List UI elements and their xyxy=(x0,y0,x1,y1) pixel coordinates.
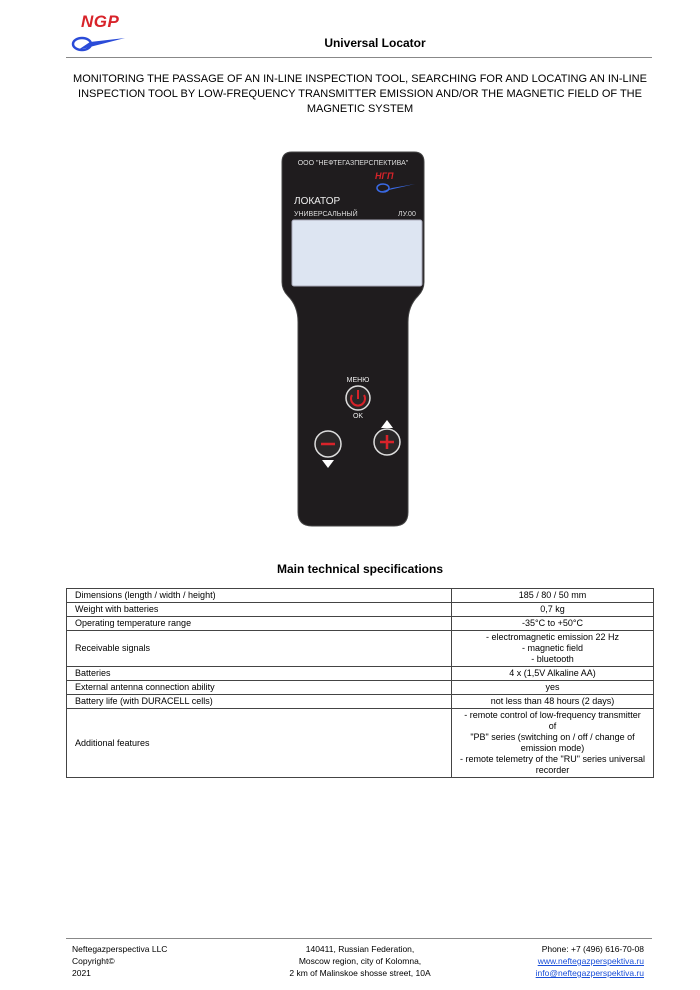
footer-divider xyxy=(66,938,652,939)
spec-key: Weight with batteries xyxy=(67,603,452,617)
spec-value xyxy=(452,667,654,681)
document-title: Universal Locator xyxy=(324,36,426,50)
spec-value-line: 185 / 80 / 50 mm xyxy=(518,590,587,600)
spec-value xyxy=(452,603,654,617)
footer-address-line: 2 km of Malinskoe shosse street, 10A xyxy=(289,968,431,978)
spec-key: Receivable signals xyxy=(67,631,452,667)
spec-value-line: - magnetic field xyxy=(521,643,584,653)
spec-value xyxy=(452,681,654,695)
header-divider xyxy=(66,57,652,58)
spec-value-line: "PB" series (switching on / off / change of xyxy=(470,732,635,742)
footer-copyright: Copyright© xyxy=(72,956,115,966)
logo-text: NGP xyxy=(81,12,120,31)
spec-value xyxy=(452,617,654,631)
ok-label: OK xyxy=(352,413,364,420)
spec-row xyxy=(67,603,654,617)
footer-company-name: Neftegazperspectiva LLC xyxy=(72,944,168,954)
spec-value-line: 0,7 kg xyxy=(540,604,565,614)
spec-row xyxy=(67,617,654,631)
device-model: ЛУ.00 xyxy=(398,211,416,218)
spec-row xyxy=(67,709,654,778)
minus-button xyxy=(315,431,341,457)
spec-value xyxy=(452,709,654,778)
spec-value-line: not less than 48 hours (2 days) xyxy=(490,696,615,706)
spec-row xyxy=(67,681,654,695)
spec-value-line: - electromagnetic emission 22 Hz xyxy=(485,632,620,642)
footer-company xyxy=(72,943,167,979)
spec-value xyxy=(452,631,654,667)
spec-key: Additional features xyxy=(67,709,452,778)
specs-table xyxy=(66,588,654,778)
email-link[interactable]: info@neftegazperspektiva.ru xyxy=(535,968,644,978)
footer-phone: Phone: +7 (496) 616-70-08 xyxy=(541,944,644,954)
footer-contacts xyxy=(536,943,644,979)
device-name: ЛОКАТОР xyxy=(294,196,341,207)
device-company: ООО "НЕФТЕГАЗПЕРСПЕКТИВА" xyxy=(297,160,409,167)
spec-key: Dimensions (length / width / height) xyxy=(67,589,452,603)
footer-address-line: 140411, Russian Federation, xyxy=(305,944,415,954)
spec-value-line: - remote control of low-frequency transmitter of xyxy=(464,710,641,731)
device-subtitle: УНИВЕРСАЛЬНЫЙ xyxy=(294,211,358,218)
power-button xyxy=(346,386,370,410)
spec-row xyxy=(67,695,654,709)
spec-key: Batteries xyxy=(67,667,452,681)
website-link[interactable]: www.neftegazperspektiva.ru xyxy=(537,956,644,966)
footer-address-line: Moscow region, city of Kolomna, xyxy=(298,956,422,966)
spec-value-line: -35°C to +50°C xyxy=(522,618,583,628)
footer-address xyxy=(260,943,460,979)
spec-value-line: yes xyxy=(545,682,560,692)
spec-row xyxy=(67,631,654,667)
spec-value xyxy=(452,695,654,709)
headline: MONITORING THE PASSAGE OF AN IN-LINE INSPECTION TOOL, SEARCHING FOR AND LOCATING AN IN-LINE INSPECTION TOOL BY LOW-FREQUENCY TRANSMITTER EMISSION AND/OR THE MAGNETIC FIELD OF THE MAGNETIC SYSTEM xyxy=(73,73,647,115)
spec-key: External antenna connection ability xyxy=(67,681,452,695)
spec-value-line: 4 x (1,5V Alkaline AA) xyxy=(509,668,596,678)
plus-button xyxy=(374,429,400,455)
locator-device-image xyxy=(280,150,426,528)
spec-key: Operating temperature range xyxy=(67,617,452,631)
spec-value-line: recorder xyxy=(535,765,570,775)
spec-value-line: emission mode) xyxy=(520,743,585,753)
specs-title: Main technical specifications xyxy=(276,562,444,576)
locator-device-illustration xyxy=(280,150,426,528)
spec-value xyxy=(452,589,654,603)
spec-key: Battery life (with DURACELL cells) xyxy=(67,695,452,709)
spec-row xyxy=(67,589,654,603)
spec-value-line: - bluetooth xyxy=(531,654,574,664)
device-logo: НГП xyxy=(375,171,394,181)
spec-value-line: - remote telemetry of the "RU" series universal xyxy=(460,754,645,764)
footer-year: 2021 xyxy=(72,968,91,978)
device-screen xyxy=(292,220,422,286)
menu-label: МЕНЮ xyxy=(346,377,370,384)
spec-row xyxy=(67,667,654,681)
